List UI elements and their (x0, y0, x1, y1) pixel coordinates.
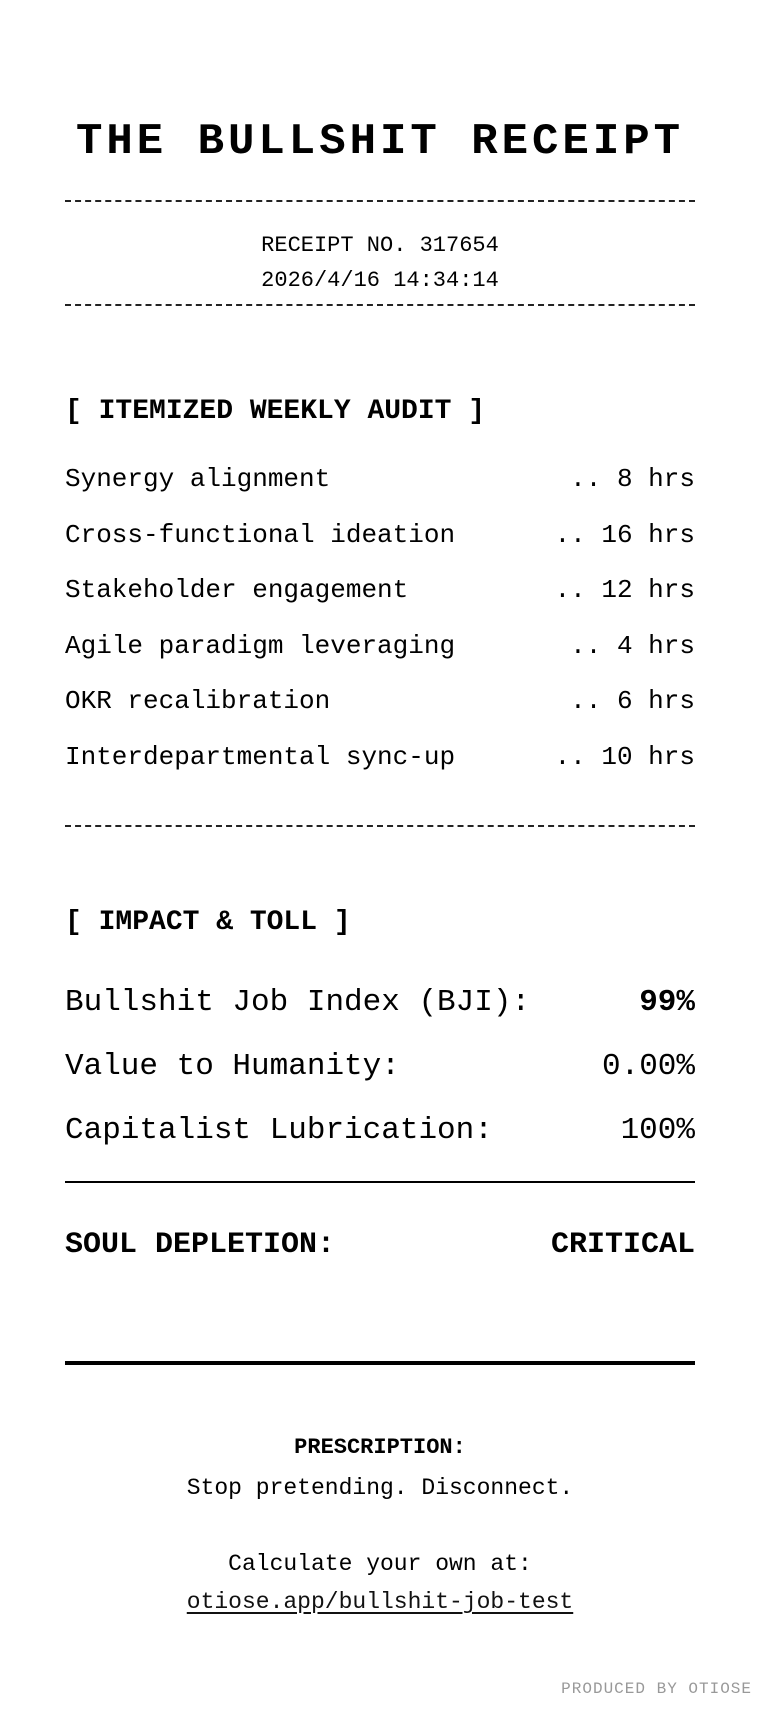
audit-item-label: Agile paradigm leveraging (65, 630, 456, 661)
thick-divider (65, 1361, 695, 1365)
audit-item-value: .. 10 hrs (554, 741, 695, 772)
impact-list (65, 971, 695, 1163)
solid-divider (65, 1181, 695, 1183)
audit-heading: [ ITEMIZED WEEKLY AUDIT ] (65, 396, 486, 427)
audit-item-value: .. 8 hrs (570, 464, 695, 494)
impact-value: 99% (639, 985, 695, 1020)
audit-row (65, 508, 695, 564)
audit-item-value: .. 4 hrs (570, 630, 695, 661)
impact-row-capitalist-lubrication (65, 1099, 695, 1163)
audit-item-label: Synergy alignment (65, 464, 331, 494)
audit-item-value: .. 16 hrs (554, 519, 695, 550)
impact-value: 100% (620, 1113, 695, 1148)
audit-item-value: .. 12 hrs (554, 575, 695, 605)
prescription-text: Stop pretending. Disconnect. (186, 1475, 574, 1501)
audit-row (65, 674, 695, 730)
impact-label: Bullshit Job Index (BJI): (65, 985, 531, 1020)
soul-depletion-row (65, 1227, 695, 1263)
impact-label: Capitalist Lubrication: (65, 1113, 493, 1148)
cta-link[interactable]: otiose.app/bullshit-job-test (186, 1589, 574, 1615)
dashed-divider (65, 304, 695, 306)
impact-row-value-to-humanity (65, 1035, 695, 1099)
footer-credit: PRODUCED BY OTIOSE (561, 1680, 752, 1698)
soul-depletion-label: SOUL DEPLETION: (65, 1228, 336, 1262)
impact-row-bji (65, 971, 695, 1035)
cta-label: Calculate your own at: (228, 1551, 532, 1577)
audit-item-label: Cross-functional ideation (65, 519, 456, 550)
dashed-divider (65, 825, 695, 827)
soul-depletion-value: CRITICAL (550, 1228, 695, 1262)
audit-row (65, 730, 695, 786)
impact-heading: [ IMPACT & TOLL ] (65, 907, 351, 938)
impact-label: Value to Humanity: (65, 1049, 400, 1084)
receipt-number: RECEIPT NO. 317654 (261, 233, 499, 258)
receipt-title: THE BULLSHIT RECEIPT (75, 117, 685, 167)
prescription-label: PRESCRIPTION: (294, 1435, 466, 1460)
audit-row (65, 619, 695, 675)
audit-item-label: Interdepartmental sync-up (65, 741, 456, 772)
audit-item-value: .. 6 hrs (570, 686, 695, 716)
receipt-datetime: 2026/4/16 14:34:14 (261, 268, 499, 293)
audit-row (65, 452, 695, 508)
audit-list (65, 452, 695, 785)
impact-value: 0.00% (601, 1049, 695, 1084)
audit-item-label: OKR recalibration (65, 686, 331, 716)
audit-item-label: Stakeholder engagement (65, 575, 409, 605)
receipt-meta (65, 202, 695, 304)
audit-row (65, 563, 695, 619)
